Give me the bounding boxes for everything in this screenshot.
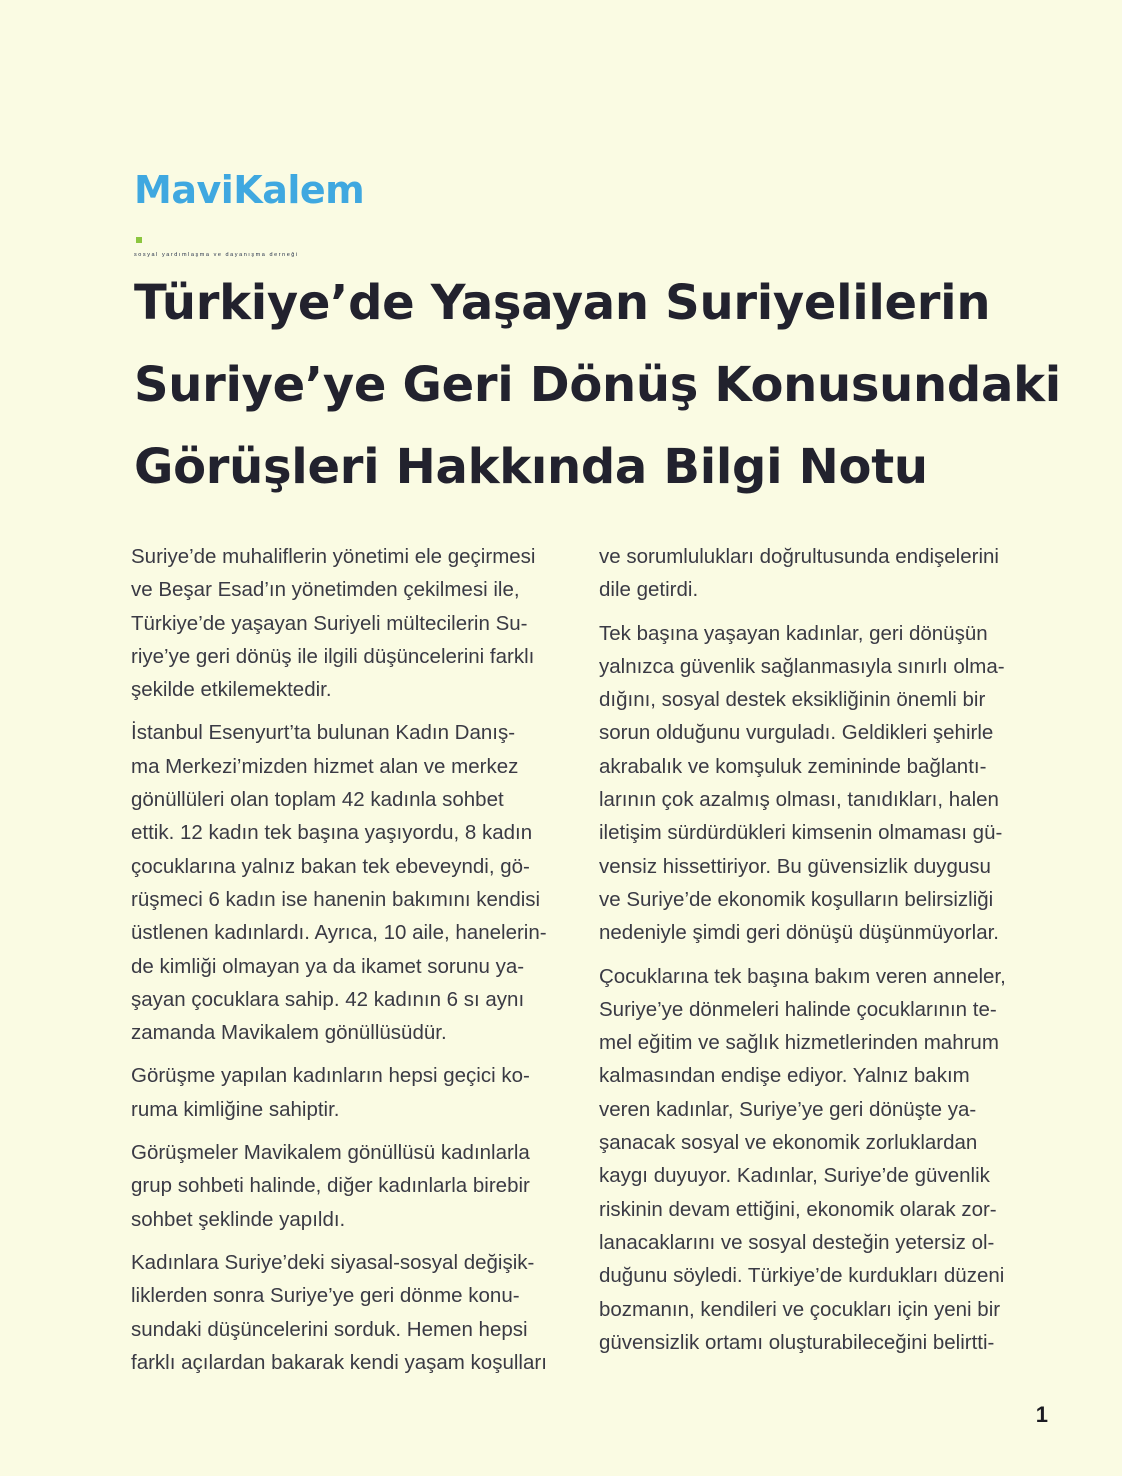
text-line: güvensizlik ortamı oluşturabileceğini belirtti- bbox=[599, 1330, 995, 1354]
text-line: bozmanın, kendileri ve çocukları için yeni bir bbox=[599, 1297, 1001, 1321]
text-line: nedeniyle şimdi geri dönüşü düşünmüyorlar. bbox=[599, 921, 999, 945]
text-line: şekilde etkilemektedir. bbox=[131, 678, 332, 702]
page-number: 1 bbox=[1035, 1402, 1048, 1427]
text-line: riskinin devam ettiğini, ekonomik olarak zor- bbox=[599, 1197, 997, 1221]
text-line: sohbet şeklinde yapıldı. bbox=[131, 1207, 346, 1231]
paragraph bbox=[131, 1059, 576, 1126]
text-line: ma Merkezi’mizden hizmet alan ve merkez bbox=[131, 754, 519, 778]
text-line: ve Suriye’de ekonomik koşulların belirsizliği bbox=[599, 887, 994, 911]
right-column bbox=[599, 540, 1049, 1369]
text-line: yalnızca güvenlik sağlanmasıyla sınırlı olma- bbox=[599, 654, 1005, 678]
logo-wordmark: MaviKalem bbox=[134, 170, 354, 250]
text-line: kalmasından endişe ediyor. Yalnız bakım bbox=[599, 1064, 970, 1088]
text-line: İstanbul Esenyurt’ta bulunan Kadın Danış- bbox=[131, 721, 516, 745]
text-line: Suriye’ye dönmeleri halinde çocuklarının te- bbox=[599, 997, 997, 1021]
text-line: grup sohbeti halinde, diğer kadınlarla birebir bbox=[131, 1174, 530, 1198]
text-line: farklı açılardan bakarak kendi yaşam koşulları bbox=[131, 1350, 547, 1374]
text-line: şayan çocuklara sahip. 42 kadının 6 sı aynı bbox=[131, 987, 525, 1011]
paragraph bbox=[599, 540, 1049, 607]
text-line: dığını, sosyal destek eksikliğinin önemli bir bbox=[599, 688, 986, 712]
text-line: rüşmeci 6 kadın ise hanenin bakımını kendisi bbox=[131, 887, 541, 911]
text-line: ruma kimliğine sahiptir. bbox=[131, 1097, 340, 1121]
text-line: Tek başına yaşayan kadınlar, geri dönüşün bbox=[599, 621, 988, 645]
paragraph bbox=[131, 1246, 576, 1379]
text-line: sundaki düşüncelerini sorduk. Hemen hepsi bbox=[131, 1317, 528, 1341]
logo-dot-icon bbox=[136, 237, 142, 243]
text-line: Suriye’de muhaliflerin yönetimi ele geçirmesi bbox=[131, 545, 536, 568]
text-line: ve Beşar Esad’ın yönetimden çekilmesi ile, bbox=[131, 578, 520, 602]
text-line: ve sorumlulukları doğrultusunda endişelerini bbox=[599, 545, 999, 568]
text-line: Görüşme yapılan kadınların hepsi geçici ko- bbox=[131, 1064, 530, 1088]
text-line: larının çok azalmış olması, tanıdıkları, halen bbox=[599, 788, 999, 812]
paragraph bbox=[131, 716, 576, 1049]
paragraph bbox=[599, 617, 1049, 950]
text-line: akrabalık ve komşuluk zemininde bağlantı- bbox=[599, 754, 987, 778]
text-line: zamanda Mavikalem gönüllüsüdür. bbox=[131, 1021, 447, 1045]
paragraph bbox=[131, 540, 576, 706]
text-line: üstlenen kadınlardı. Ayrıca, 10 aile, hanelerin- bbox=[131, 921, 547, 945]
title-line: Suriye’ye Geri Dönüş Konusundaki bbox=[134, 357, 1061, 413]
text-line: sorun olduğunu vurguladı. Geldikleri şehirle bbox=[599, 721, 994, 745]
text-line: veren kadınlar, Suriye’ye geri dönüşte ya- bbox=[599, 1097, 977, 1121]
text-line: Türkiye’de yaşayan Suriyeli mültecilerin Su- bbox=[131, 611, 528, 635]
text-line: çocuklarına yalnız bakan tek ebeveyndi, gö- bbox=[131, 854, 530, 878]
paragraph bbox=[131, 1136, 576, 1236]
mavikalem-logo bbox=[134, 168, 365, 258]
text-line: Kadınlara Suriye’deki siyasal-sosyal değişik- bbox=[131, 1250, 535, 1274]
left-column bbox=[131, 540, 576, 1389]
document-title bbox=[134, 262, 1064, 508]
title-line: Türkiye’de Yaşayan Suriyelilerin bbox=[134, 275, 991, 331]
logo-tagline: sosyal yardımlaşma ve dayanışma derneği bbox=[134, 252, 299, 258]
text-line: şanacak sosyal ve ekonomik zorluklardan bbox=[599, 1131, 978, 1155]
text-line: gönüllüleri olan toplam 42 kadınla sohbet bbox=[131, 788, 504, 812]
text-line: Görüşmeler Mavikalem gönüllüsü kadınlarla bbox=[131, 1141, 530, 1165]
text-line: de kimliği olmayan ya da ikamet sorunu ya- bbox=[131, 954, 525, 978]
title-line: Görüşleri Hakkında Bilgi Notu bbox=[134, 439, 928, 495]
text-line: iletişim sürdürdükleri kimsenin olmaması gü- bbox=[599, 821, 1003, 845]
text-line: kaygı duyuyor. Kadınlar, Suriye’de güvenlik bbox=[599, 1164, 990, 1188]
text-line: lanacaklarını ve sosyal desteğin yetersiz ol- bbox=[599, 1230, 995, 1254]
text-line: Çocuklarına tek başına bakım veren anneler, bbox=[599, 964, 1006, 988]
text-line: riye’ye geri dönüş ile ilgili düşüncelerini farklı bbox=[131, 644, 535, 668]
paragraph bbox=[599, 960, 1049, 1360]
text-line: liklerden sonra Suriye’ye geri dönme konu- bbox=[131, 1284, 520, 1308]
text-line: dile getirdi. bbox=[599, 578, 699, 602]
text-line: ettik. 12 kadın tek başına yaşıyordu, 8 kadın bbox=[131, 821, 533, 845]
text-line: mel eğitim ve sağlık hizmetlerinden mahrum bbox=[599, 1031, 999, 1055]
text-line: duğunu söyledi. Türkiye’de kurdukları düzeni bbox=[599, 1264, 1005, 1288]
text-line: vensiz hissettiriyor. Bu güvensizlik duygusu bbox=[599, 854, 991, 878]
